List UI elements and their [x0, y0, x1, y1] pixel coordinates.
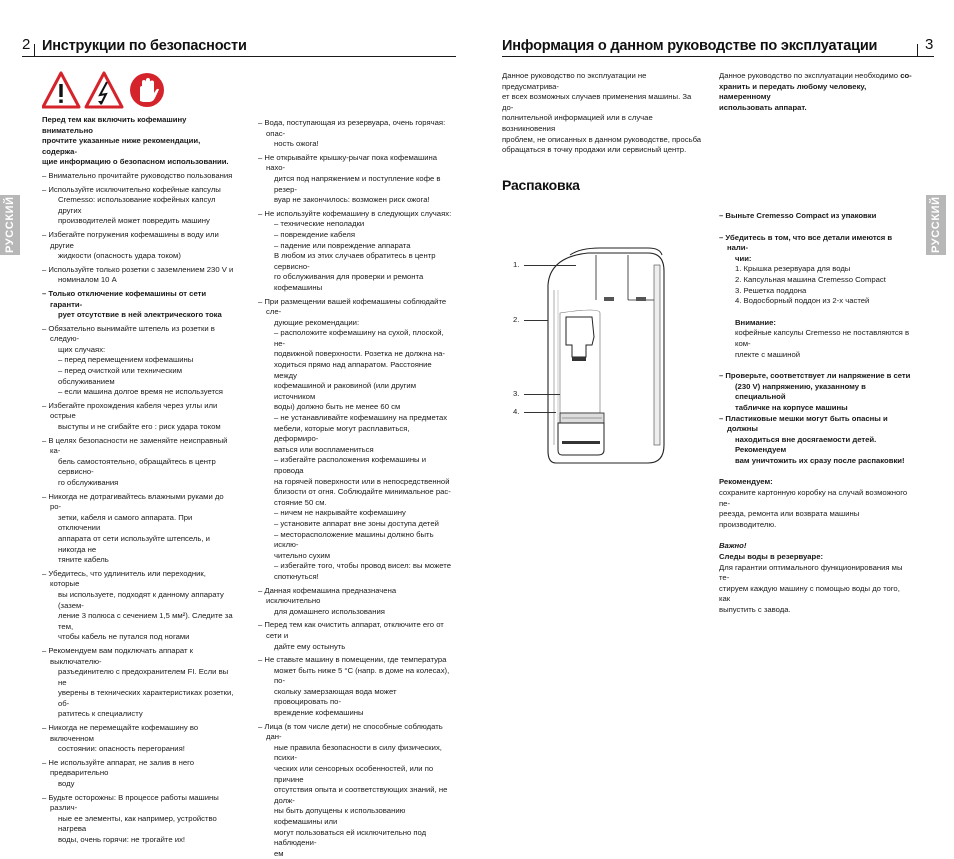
text-line: Данное руководство по эксплуатации не предусматрива- — [502, 71, 647, 91]
coffee-machine-illustration — [508, 245, 678, 475]
text-line: – Лица (в том числе дети) не способные соблюдать дан- — [258, 721, 443, 742]
text-line: скольку замерзающая вода может провоцировать по- — [274, 686, 397, 707]
text-line: – повреждение кабеля — [274, 229, 356, 239]
figure-label-4: 4. — [513, 407, 520, 416]
text-line: бель самостоятельно, обращайтесь в центр сервисно- — [58, 456, 216, 477]
text-line: уверены в технических характеристиках розетки, об- — [58, 688, 234, 708]
text-line: находиться вне досягаемости детей. Рекомендуем — [735, 434, 877, 455]
right-title-tick — [917, 44, 918, 56]
text-line: ем — [274, 848, 284, 858]
text-line: – Используйте исключительно кофейные капсулы — [42, 184, 221, 194]
text-line: выпустить с завода. — [719, 605, 791, 614]
text-line: – перед очисткой или техническим обслуживанием — [58, 366, 182, 386]
page-number-right: 3 — [925, 36, 934, 53]
spacer — [719, 530, 913, 541]
section-title-unpacking: Распаковка — [502, 177, 580, 193]
text-line: ление 3 полюса с сечением 1,5 мм²). Следите за тем, — [58, 611, 233, 631]
text-line: вам уничтожить их сразу после распаковки! — [735, 455, 905, 465]
text-line: на горячей поверхности или в непосредственной — [274, 476, 450, 486]
coffee-machine-figure — [508, 245, 678, 475]
text-line: – технические неполадки — [274, 219, 365, 229]
text-line: – падение или повреждение аппарата — [274, 240, 411, 250]
text-line: номиналом 10 А — [58, 275, 117, 285]
text-line: – Перед тем как очистить аппарат, отключите его от сети и — [258, 620, 444, 640]
text-line: подвижной поверхности. Розетка не должна на- — [274, 349, 445, 359]
text-line: – перед перемещением кофемашины — [58, 355, 194, 365]
text-line: может быть ниже 5 °С (напр. в доме на колесах), по- — [274, 665, 450, 686]
figure-leader-2 — [524, 320, 548, 321]
text-line: – При размещении вашей кофемашины соблюдайте сле- — [258, 296, 447, 317]
text-line: для домашнего использования — [274, 606, 385, 616]
text-line: рует отсутствие в ней электрического тока — [58, 310, 222, 320]
text-line: зетки, кабеля и самого аппарата. При отключении — [58, 512, 193, 533]
text-line: тяните кабель — [58, 555, 109, 565]
text-line: – Не используйте кофемашину в следующих случаях: — [258, 208, 452, 218]
text-line: Перед тем как включить кофемашину внимательно — [42, 115, 187, 135]
text-line: дится под напряжением и поступление кофе в резер- — [274, 173, 441, 194]
stop-hand-icon — [42, 71, 166, 109]
figure-label-2: 2. — [513, 315, 520, 324]
text-line: – Данная кофемашина предназначена исключительно — [258, 585, 397, 606]
text-line: ные правила безопасности в силу физических, психи- — [274, 742, 442, 763]
text-line: ратитесь к специалисту — [58, 709, 143, 719]
text-line: – Избегайте прохождения кабеля через углы или острые — [42, 400, 218, 421]
text-line: Для гарантии оптимального функционирования мы те- — [719, 562, 903, 583]
text-line: чтобы кабель не путался под ногами — [58, 632, 190, 642]
text-line: воду — [58, 779, 75, 789]
text-line: 4. Водосборный поддон из 2-х частей — [735, 296, 870, 306]
text-line: ные ее элементы, как например, устройство нагрева — [58, 813, 217, 834]
text-line: отсутствия опыта и соответствующих знаний, не долж- — [274, 785, 448, 805]
unpacking-instructions — [719, 211, 913, 616]
text-line: вы используете, подходят к данному аппарату (зазем- — [58, 589, 224, 610]
spacer — [719, 222, 913, 233]
text-line: Следы воды в резервуаре: — [719, 552, 824, 562]
text-line: – установите аппарат вне зоны доступа детей — [274, 518, 439, 528]
text-line: – Выньте Cremesso Compact из упаковки — [719, 211, 877, 220]
spacer — [719, 466, 913, 477]
text-line: разъединителю с предохранителем FI. Если вы не — [58, 667, 229, 687]
page-number-left: 2 — [22, 36, 31, 53]
text-line: – Внимательно прочитайте руководство пользования — [42, 170, 233, 180]
text-line: плекте с машиной — [735, 349, 801, 359]
right-title-rule — [502, 56, 934, 57]
language-tab-left: РУССКИЙ — [0, 195, 20, 255]
text-line: дайте ему остынуть — [274, 641, 346, 651]
text-line: кофейные капсулы Cremesso не поставляются в ком- — [735, 328, 910, 348]
text-line: – избегайте расположения кофемашины и провода — [274, 455, 427, 475]
warning-icons-group — [42, 71, 166, 109]
text-line: – Будьте осторожны: В процессе работы машины различ- — [42, 792, 219, 813]
text-line: – Не открывайте крышку-рычаг пока кофемашина нахо- — [258, 152, 438, 173]
text-line: го обслуживания для проверки и ремонта кофемашины — [274, 272, 424, 292]
text-line: 2. Капсульная машина Cremesso Compact — [735, 274, 886, 284]
text-line: Cremesso: использование кофейных капсул других — [58, 195, 216, 215]
text-line: – Обязательно вынимайте штепель из розетки в следую- — [42, 323, 215, 344]
text-line: Рекомендуем: — [719, 477, 773, 487]
text-line: 1. Крышка резервуара для воды — [735, 264, 851, 274]
text-line: ходиться прямо над аппаратом. Расстояние между — [274, 360, 432, 380]
text-line: – В целях безопасности не заменяйте неисправный ка- — [42, 435, 228, 456]
text-line: сохраните картонную коробку на случай возможного пе- — [719, 488, 908, 508]
text-line: ность ожога! — [274, 139, 319, 149]
text-line: Важно! — [719, 541, 747, 551]
text-line: В любом из этих случаев обратитесь в центр сервисно- — [274, 251, 436, 271]
text-line: – Избегайте погружения кофемашины в воду или другие — [42, 229, 219, 250]
right-page-title: Информация о данном руководстве по эксплуатации — [502, 38, 878, 54]
text-line: – Убедитесь, что удлинитель или переходник, которые — [42, 568, 206, 589]
text-line: стируем каждую машину с помощью воды до того, как — [719, 583, 900, 604]
text-line: – Рекомендуем вам подключать аппарат к выключателю- — [42, 645, 193, 666]
text-line: производителей может повредить машину — [58, 216, 210, 226]
text-line: – месторасположение машины должно быть исклю- — [274, 529, 434, 550]
text-line: мебели, которые могут расплавиться, деформиро- — [274, 423, 410, 444]
text-line: аппарата от сети используйте штепсель, и никогда не — [58, 533, 210, 554]
text-line: ны быть допущены к использованию кофемашины или — [274, 806, 406, 826]
text-line: чительно сухим — [274, 550, 331, 560]
text-line: – Пластиковые мешки могут быть опасны и должны — [719, 413, 888, 434]
figure-leader-3 — [524, 394, 560, 395]
text-line: го обслуживания — [58, 478, 119, 487]
text-line: дующие рекомендации: — [274, 317, 360, 327]
text-line: воды, очень горячи: не трогайте их! — [58, 835, 186, 844]
text-line: 3. Решетка поддона — [735, 285, 807, 295]
intro-text-left — [502, 71, 702, 156]
intro-text-right: Данное руководство по эксплуатации необходимо со- хранить и передать любому человеку, намеренному использовать аппарат. — [719, 71, 912, 112]
text-line: – Вода, поступающая из резервуара, очень горячая: опас- — [258, 118, 446, 138]
left-page-column-2 — [258, 115, 452, 859]
text-line: близости от огня. Соблюдайте минимальное рас- — [274, 487, 451, 497]
text-line: – Убедитесь в том, что все детали имеются в нали- — [719, 232, 893, 253]
text-line: – Никогда не дотрагивайтесь влажными руками до ро- — [42, 491, 224, 512]
spacer — [719, 360, 913, 371]
text-line: – Не используйте аппарат, не залив в него предварительно — [42, 757, 194, 778]
left-title-rule — [22, 56, 456, 57]
text-line: кофемашиной и раковиной (или другим источником — [274, 381, 417, 401]
text-line: – расположите кофемашину на сухой, плоской, не- — [274, 328, 444, 348]
text-line: воды) должно быть не менее 60 см — [274, 402, 401, 412]
text-line: – не устанавливайте кофемашину на предметах — [274, 413, 448, 423]
text-line: ваться или воспламениться — [274, 444, 374, 454]
text-line: жидкости (опасность удара током) — [58, 251, 181, 261]
figure-leader-1 — [524, 265, 576, 266]
figure-label-1: 1. — [513, 260, 520, 269]
text-line: обращаться в точку продажи или сервисный центр. — [502, 145, 687, 155]
text-line: табличке на корпусе машины — [735, 402, 848, 412]
text-line: проблем, не описанных в данном руководстве, просьба — [502, 134, 702, 144]
text-line: щие информацию о безопасном использовании. — [42, 157, 229, 167]
text-line: – избегайте того, чтобы провод висел: вы можете — [274, 561, 451, 571]
text-line: – если машина долгое время не используется — [58, 387, 223, 397]
text-line: выступы и не сгибайте его : риск удара током — [58, 422, 221, 432]
figure-leader-4 — [524, 412, 556, 413]
text-line: состоянии: опасность перегорания! — [58, 744, 185, 754]
figure-label-3: 3. — [513, 389, 520, 398]
text-line: щих случаях: — [58, 344, 106, 354]
text-line: реезда, ремонта или возврата машины производителю. — [719, 509, 860, 529]
text-line: вреждение кофемашины — [274, 708, 364, 718]
text-line: (230 V) напряжению, указанному в специальной — [735, 381, 866, 402]
text-line: – ничем не накрывайте кофемашину — [274, 508, 406, 518]
text-line: – Никогда не перемещайте кофемашину во включенном — [42, 723, 199, 743]
spacer — [719, 307, 913, 318]
text-line: – Только отключение кофемашины от сети гаранти- — [42, 288, 207, 309]
text-line: прочтите указанные ниже рекомендации, содержа- — [42, 136, 201, 156]
left-page-title: Инструкции по безопасности — [42, 38, 247, 54]
text-line: полнительной информацией или в случае возникновения — [502, 113, 653, 133]
text-line: чии: — [735, 253, 752, 263]
text-line: – Используйте только розетки с заземлением 230 V и — [42, 264, 234, 274]
text-line: ет всех возможных случаев применения машины. За до- — [502, 92, 692, 112]
text-line: стояние 50 см. — [274, 497, 327, 507]
text-line: вуар не закончилось: возможен риск ожога! — [274, 195, 430, 205]
language-tab-right: РУССКИЙ — [926, 195, 946, 255]
text-line: ческих или сенсорных особенностей, или по причине — [274, 764, 434, 784]
text-line: Внимание: — [735, 317, 776, 327]
text-line: споткнуться! — [274, 571, 319, 581]
text-line: – Не ставьте машину в помещении, где температура — [258, 655, 447, 665]
text-line: могут пользоваться ей исключительно под наблюдени- — [274, 827, 427, 848]
left-page-column-1 — [42, 115, 234, 846]
left-title-tick — [34, 44, 35, 56]
text-line: – Проверьте, соответствует ли напряжение в сети — [719, 371, 911, 381]
